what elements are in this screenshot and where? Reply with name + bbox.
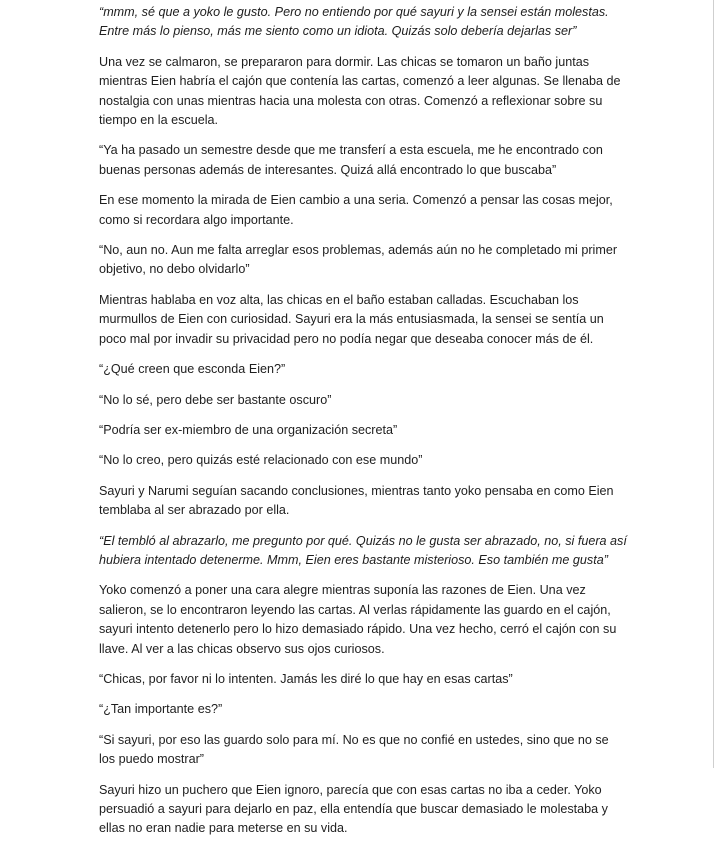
paragraph-5: “No, aun no. Aun me falta arreglar esos problemas, además aún no he completado mi primer objetivo, no debo olvidarlo” [99, 243, 618, 277]
paragraph-13: Yoko comenzó a poner una cara alegre mientras suponía las razones de Eien. Una vez salieron, se lo encontraron leyendo las cartas. Al verlas rápidamente las guardo en el cajón, sayuri intento detenerlo pero lo hizo demasiado rápido. Una vez hecho, cerró el cajón con su llave. Al ver a las chicas observo sus ojos curiosos. [99, 583, 617, 656]
paragraph-3: “Ya ha pasado un semestre desde que me transferí a esta escuela, me he encontrado con buenas personas además de interesantes. Quizá allá encontrado lo que buscaba” [99, 143, 603, 177]
paragraph-17: Sayuri hizo un puchero que Eien ignoro, parecía que con esas cartas no iba a ceder. Yoko persuadió a sayuri para dejarlo en paz, ella entendía que buscar demasiado le molestaba y ellas no eran nadie para meterse en su vida. [99, 782, 608, 836]
paragraph-2: Una vez se calmaron, se prepararon para dormir. Las chicas se tomaron un baño juntas mientras Eien habría el cajón que contenía las cartas, comenzó a leer algunas. Se llenaba de nostalgia con unas mientras hacia una molesta con otras. Comenzó a reflexionar sobre su tiempo en la escuela. [99, 54, 621, 128]
paragraph-9: “Podría ser ex-miembro de una organización secreta” [99, 422, 398, 437]
paragraph-1: “mmm, sé que a yoko le gusto. Pero no entiendo por qué sayuri y la sensei están molestas. Entre más lo pienso, más me siento como un idiota. Quizás solo debería dejarlas ser” [99, 5, 609, 39]
document-body [99, 3, 627, 850]
paragraph-10: “No lo creo, pero quizás esté relacionado con ese mundo” [99, 453, 423, 468]
paragraph-16: “Si sayuri, por eso las guardo solo para mí. No es que no confié en ustedes, sino que no se los puedo mostrar” [99, 732, 609, 767]
paragraph-11: Sayuri y Narumi seguían sacando conclusiones, mientras tanto yoko pensaba en como Eien temblaba al ser abrazado por ella. [99, 483, 614, 518]
paragraph-14: “Chicas, por favor ni lo intenten. Jamás les diré lo que hay en esas cartas” [99, 671, 513, 686]
paragraph-15: “¿Tan importante es?” [99, 702, 223, 717]
paragraph-4: En ese momento la mirada de Eien cambio a una seria. Comenzó a pensar las cosas mejor, como si recordara algo importante. [99, 193, 613, 227]
paragraph-8: “No lo sé, pero debe ser bastante oscuro” [99, 392, 332, 407]
paragraph-12: “El tembló al abrazarlo, me pregunto por qué. Quizás no le gusta ser abrazado, no, si fuera así hubiera intentado detenerme. Mmm, Eien eres bastante misterioso. Eso también me gusta” [99, 533, 627, 567]
paragraph-7: “¿Qué creen que esconda Eien?” [99, 362, 286, 377]
paragraph-6: Mientras hablaba en voz alta, las chicas en el baño estaban calladas. Escuchaban los murmullos de Eien con curiosidad. Sayuri era la más entusiasmada, la sensei se sentía un poco mal por invadir su privacidad pero no podía negar que deseaba conocer más de él. [99, 292, 604, 346]
